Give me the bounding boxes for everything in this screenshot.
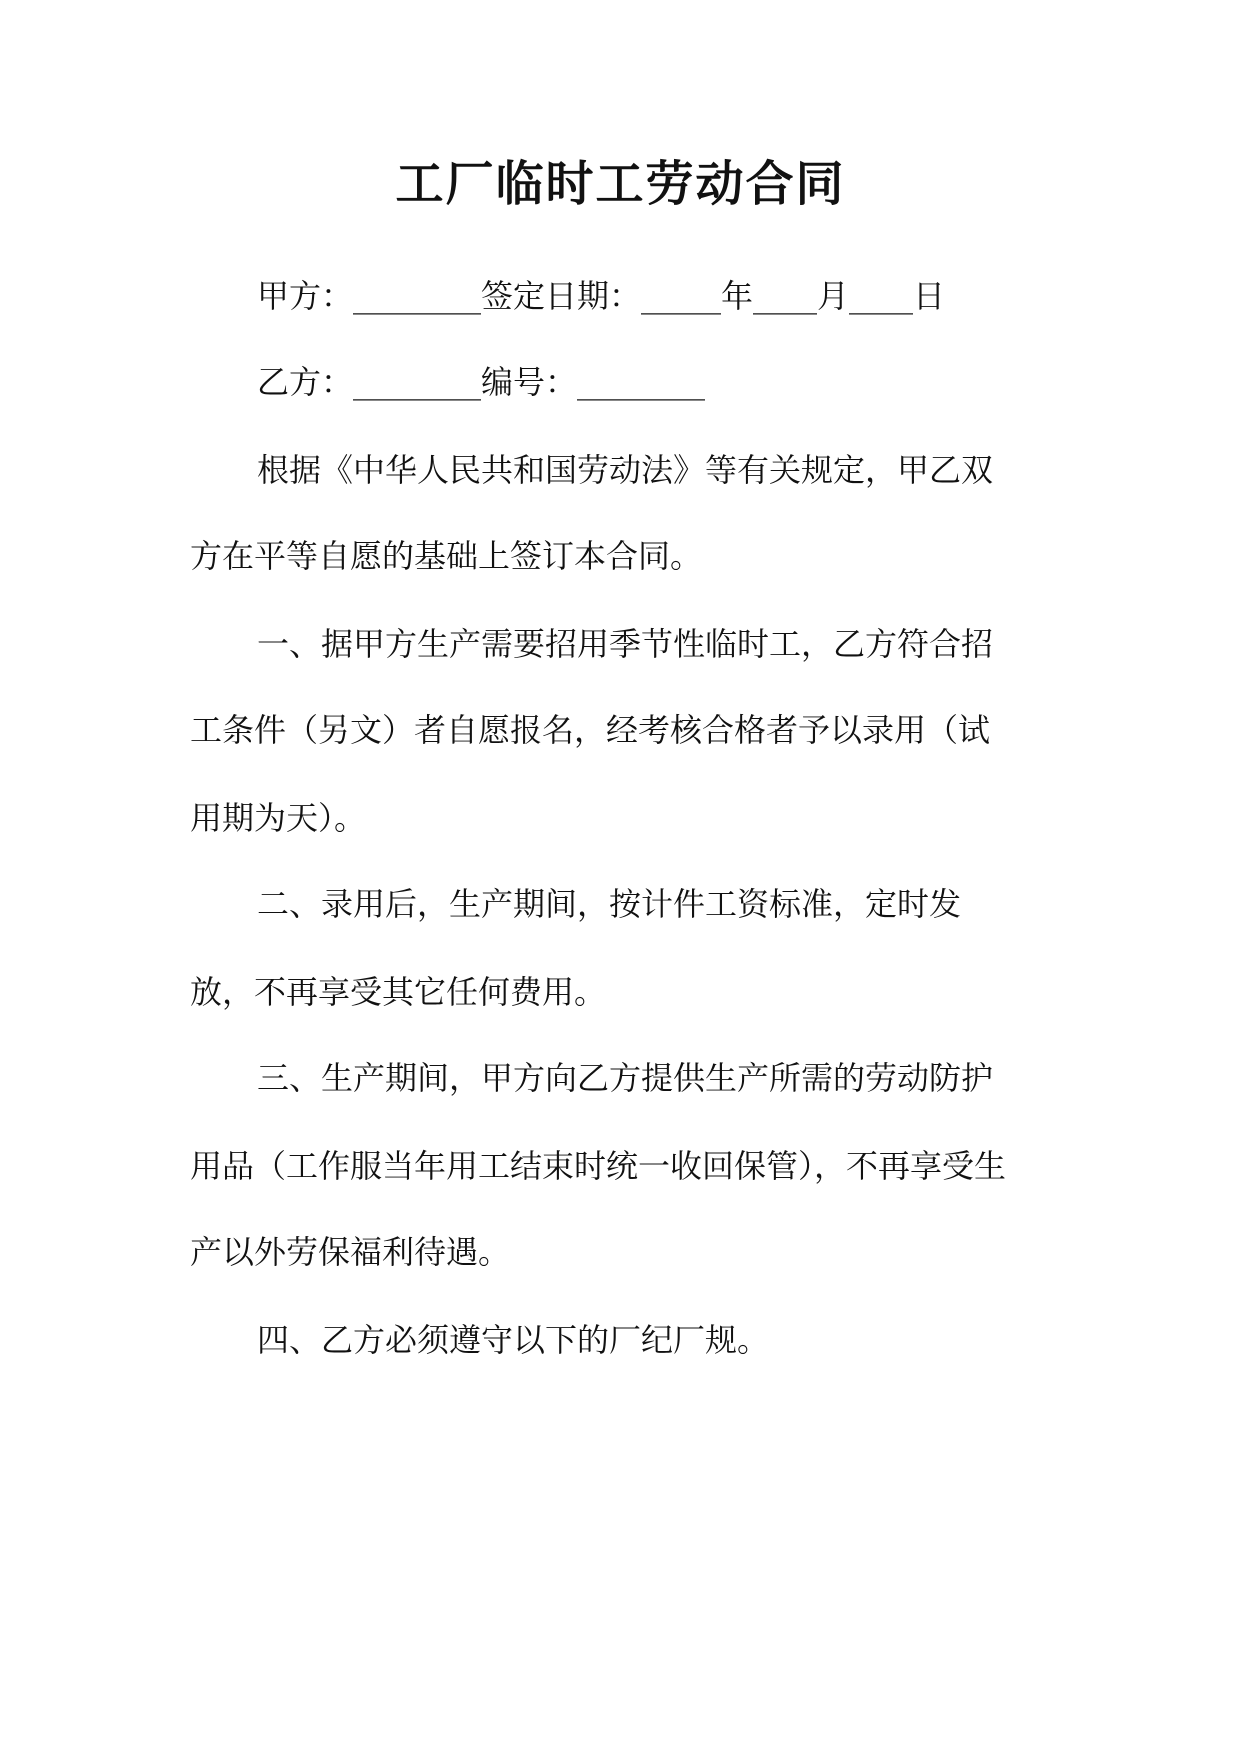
paragraph-line: 方在平等自愿的基础上签订本合同。 [190,537,703,575]
paragraph-line: 用品（工作服当年用工结束时统一收回保管），不再享受生 [190,1147,1007,1185]
document-title: 工厂临时工劳动合同 [395,156,846,212]
paragraph-line: 一、据甲方生产需要招用季节性临时工，乙方符合招 [257,625,994,663]
paragraph-line: 根据《中华人民共和国劳动法》等有关规定，甲乙双 [257,451,994,489]
party-a-line: 甲方：________签定日期：_____年____月____日 [257,277,946,315]
paragraph-line: 二、录用后，生产期间，按计件工资标准，定时发 [257,885,962,923]
paragraph-line: 四、乙方必须遵守以下的厂纪厂规。 [257,1321,770,1359]
paragraph-line: 三、生产期间，甲方向乙方提供生产所需的劳动防护 [257,1059,994,1097]
paragraph-line: 用期为天）。 [190,799,367,837]
paragraph-line: 产以外劳保福利待遇。 [190,1233,511,1271]
paragraph-line: 放，不再享受其它任何费用。 [190,973,607,1011]
paragraph-line: 工条件（另文）者自愿报名，经考核合格者予以录用（试 [190,711,991,749]
party-b-line: 乙方：________编号：________ [257,363,706,401]
